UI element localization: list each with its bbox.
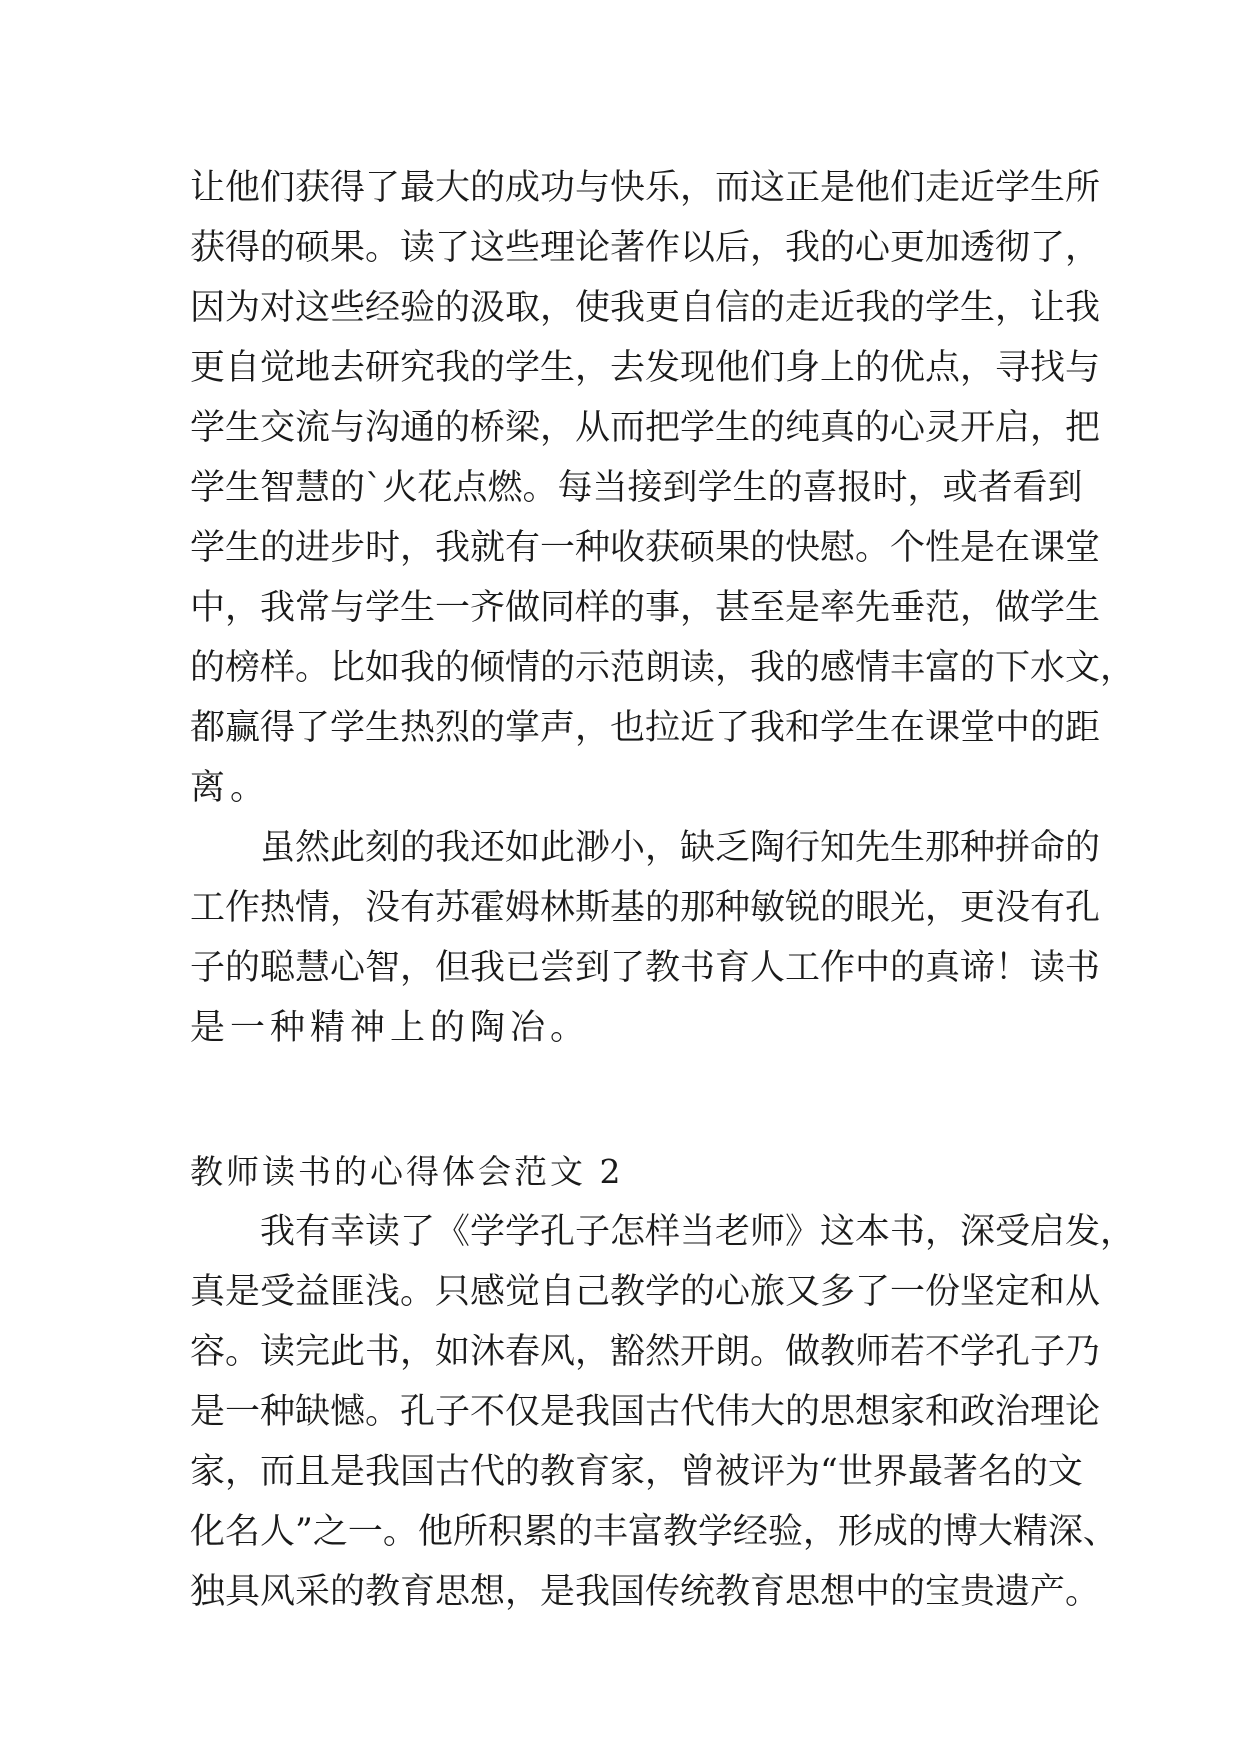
text-line: 是一种精神上的陶冶。 [190, 1008, 591, 1048]
section-gap [190, 1058, 1070, 1142]
section-heading: 教师读书的心得体会范文 2 [190, 1152, 624, 1191]
text-line: 获得的硕果。读了这些理论著作以后，我的心更加透彻了， [190, 228, 1101, 268]
text-line: 中，我常与学生一齐做同样的事，甚至是率先垂范，做学生 [190, 588, 1101, 628]
paragraph-3 [190, 1202, 1136, 1622]
text-line: 工作热情，没有苏霍姆林斯基的那种敏锐的眼光，更没有孔 [190, 888, 1101, 928]
text-line: 独具风采的教育思想，是我国传统教育思想中的宝贵遗产。 [190, 1572, 1101, 1612]
text-line: 化名人”之一。他所积累的丰富教学经验，形成的博大精深、 [190, 1512, 1118, 1552]
paragraph-2 [190, 818, 1101, 1058]
text-line: 容。读完此书，如沐春风，豁然开朗。做教师若不学孔子乃 [190, 1332, 1101, 1372]
text-line: 是一种缺憾。孔子不仅是我国古代伟大的思想家和政治理论 [190, 1392, 1101, 1432]
text-line: 虽然此刻的我还如此渺小，缺乏陶行知先生那种拼命的 [260, 828, 1101, 868]
paragraph-1 [190, 158, 1136, 818]
text-line: 子的聪慧心智，但我已尝到了教书育人工作中的真谛！读书 [190, 948, 1101, 988]
text-line: 学生的进步时，我就有一种收获硕果的快慰。个性是在课堂 [190, 528, 1101, 568]
text-line: 更自觉地去研究我的学生，去发现他们身上的优点，寻找与 [190, 348, 1101, 388]
text-line: 我有幸读了《学学孔子怎样当老师》这本书，深受启发， [260, 1212, 1136, 1252]
text-line: 让他们获得了最大的成功与快乐，而这正是他们走近学生所 [190, 168, 1101, 208]
text-line: 因为对这些经验的汲取，使我更自信的走近我的学生，让我 [190, 288, 1101, 328]
document-page [190, 158, 1136, 1622]
text-line: 真是受益匪浅。只感觉自己教学的心旅又多了一份坚定和从 [190, 1272, 1101, 1312]
text-line: 离。 [190, 768, 271, 808]
text-line: 都赢得了学生热烈的掌声，也拉近了我和学生在课堂中的距 [190, 708, 1101, 748]
text-line: 的榜样。比如我的倾情的示范朗读，我的感情丰富的下水文， [190, 648, 1136, 688]
text-line: 学生智慧的`火花点燃。每当接到学生的喜报时，或者看到 [190, 468, 1083, 508]
text-line: 学生交流与沟通的桥梁，从而把学生的纯真的心灵开启，把 [190, 408, 1101, 448]
text-line: 家，而且是我国古代的教育家，曾被评为“世界最著名的文 [190, 1452, 1083, 1492]
